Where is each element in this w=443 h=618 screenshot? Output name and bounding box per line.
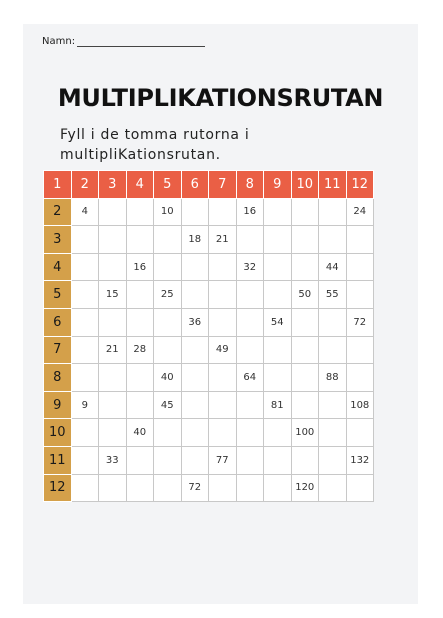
grid-cell[interactable]: [71, 226, 99, 254]
grid-cell[interactable]: [154, 419, 182, 447]
grid-cell[interactable]: 9: [71, 391, 99, 419]
row-header: 3: [44, 226, 72, 254]
multiplication-table: [43, 170, 374, 502]
grid-cell[interactable]: [209, 419, 237, 447]
grid-cell[interactable]: [154, 474, 182, 502]
grid-cell[interactable]: [99, 364, 127, 392]
grid-cell[interactable]: 28: [126, 336, 154, 364]
row-header: 8: [44, 364, 72, 392]
table-row: [44, 474, 374, 502]
grid-cell[interactable]: [346, 253, 374, 281]
grid-cell[interactable]: [346, 474, 374, 502]
header-row: [44, 171, 374, 199]
grid-cell[interactable]: [319, 198, 347, 226]
grid-cell[interactable]: [264, 281, 292, 309]
grid-cell[interactable]: 77: [209, 446, 237, 474]
grid-cell[interactable]: [71, 308, 99, 336]
grid-cell[interactable]: 72: [181, 474, 209, 502]
grid-cell[interactable]: [236, 391, 264, 419]
grid-cell[interactable]: [71, 446, 99, 474]
grid-cell[interactable]: [291, 198, 319, 226]
row-header: 6: [44, 308, 72, 336]
grid-cell[interactable]: [71, 336, 99, 364]
grid-cell[interactable]: 15: [99, 281, 127, 309]
column-header-11: 11: [319, 171, 347, 199]
table-row: [44, 364, 374, 392]
grid-cell[interactable]: 25: [154, 281, 182, 309]
grid-cell[interactable]: [209, 281, 237, 309]
grid-cell[interactable]: [99, 308, 127, 336]
grid-cell[interactable]: 21: [99, 336, 127, 364]
grid-cell[interactable]: 55: [319, 281, 347, 309]
grid-cell[interactable]: 40: [154, 364, 182, 392]
grid-cell[interactable]: [209, 198, 237, 226]
grid-cell[interactable]: 16: [126, 253, 154, 281]
grid-cell[interactable]: 72: [346, 308, 374, 336]
grid-cell[interactable]: [126, 308, 154, 336]
name-label: Namn:: [42, 36, 76, 47]
grid-cell[interactable]: [264, 226, 292, 254]
grid-cell[interactable]: [126, 226, 154, 254]
row-header: 7: [44, 336, 72, 364]
grid-cell[interactable]: [154, 226, 182, 254]
grid-cell[interactable]: 4: [71, 198, 99, 226]
grid-cell[interactable]: 16: [236, 198, 264, 226]
grid-cell[interactable]: [71, 474, 99, 502]
grid-cell[interactable]: 64: [236, 364, 264, 392]
grid-cell[interactable]: [291, 446, 319, 474]
grid-cell[interactable]: 50: [291, 281, 319, 309]
grid-cell[interactable]: 32: [236, 253, 264, 281]
grid-cell[interactable]: [264, 336, 292, 364]
grid-cell[interactable]: [154, 446, 182, 474]
grid-cell[interactable]: 54: [264, 308, 292, 336]
grid-cell[interactable]: [126, 364, 154, 392]
grid-cell[interactable]: [291, 226, 319, 254]
grid-cell[interactable]: [291, 391, 319, 419]
name-blank-line: [77, 36, 205, 47]
grid-cell[interactable]: [264, 364, 292, 392]
row-header: 4: [44, 253, 72, 281]
grid-cell[interactable]: [99, 226, 127, 254]
grid-cell[interactable]: [209, 253, 237, 281]
grid-cell[interactable]: [291, 308, 319, 336]
table-row: [44, 198, 374, 226]
grid-cell[interactable]: [236, 446, 264, 474]
table-row: [44, 419, 374, 447]
grid-cell[interactable]: [209, 474, 237, 502]
table-row: [44, 281, 374, 309]
table-row: [44, 446, 374, 474]
row-header: 11: [44, 446, 72, 474]
grid-cell[interactable]: [181, 364, 209, 392]
table-row: [44, 308, 374, 336]
grid-cell[interactable]: [264, 198, 292, 226]
grid-cell[interactable]: [319, 419, 347, 447]
grid-cell[interactable]: 10: [154, 198, 182, 226]
grid-cell[interactable]: [319, 446, 347, 474]
grid-cell[interactable]: [99, 198, 127, 226]
grid-cell[interactable]: [264, 419, 292, 447]
row-header: 12: [44, 474, 72, 502]
grid-cell[interactable]: [181, 391, 209, 419]
grid-cell[interactable]: 24: [346, 198, 374, 226]
row-header: 10: [44, 419, 72, 447]
grid-cell[interactable]: [236, 419, 264, 447]
grid-cell[interactable]: [181, 446, 209, 474]
grid-cell[interactable]: 18: [181, 226, 209, 254]
grid-cell[interactable]: 36: [181, 308, 209, 336]
grid-cell[interactable]: [236, 308, 264, 336]
column-header-4: 4: [126, 171, 154, 199]
grid-cell[interactable]: [154, 336, 182, 364]
grid-cell[interactable]: [291, 253, 319, 281]
column-header-7: 7: [209, 171, 237, 199]
grid-cell[interactable]: [346, 336, 374, 364]
table-row: [44, 226, 374, 254]
grid-cell[interactable]: [99, 253, 127, 281]
grid-cell[interactable]: [319, 391, 347, 419]
column-header-5: 5: [154, 171, 182, 199]
grid-cell[interactable]: [154, 253, 182, 281]
column-header-2: 2: [71, 171, 99, 199]
grid-cell[interactable]: [126, 446, 154, 474]
name-field: [42, 36, 205, 47]
column-header-8: 8: [236, 171, 264, 199]
row-header: 2: [44, 198, 72, 226]
grid-cell[interactable]: [209, 391, 237, 419]
grid-cell[interactable]: [126, 281, 154, 309]
worksheet-page: [23, 24, 418, 604]
instruction-text: Fyll i de tomma rutorna i multipliKationsrutan.: [60, 127, 250, 163]
column-header-9: 9: [264, 171, 292, 199]
grid-cell[interactable]: 49: [209, 336, 237, 364]
grid-cell[interactable]: [71, 281, 99, 309]
grid-cell[interactable]: [291, 336, 319, 364]
row-header: 5: [44, 281, 72, 309]
grid-cell[interactable]: [209, 364, 237, 392]
grid-cell[interactable]: [291, 364, 319, 392]
grid-cell[interactable]: [126, 391, 154, 419]
grid-cell[interactable]: [71, 364, 99, 392]
table-row: [44, 336, 374, 364]
grid-cell[interactable]: [319, 474, 347, 502]
grid-cell[interactable]: 88: [319, 364, 347, 392]
grid-cell[interactable]: [71, 253, 99, 281]
grid-cell[interactable]: 33: [99, 446, 127, 474]
grid-cell[interactable]: 108: [346, 391, 374, 419]
column-header-10: 10: [291, 171, 319, 199]
grid-cell[interactable]: [319, 226, 347, 254]
grid-cell[interactable]: [154, 308, 182, 336]
grid-cell[interactable]: [319, 308, 347, 336]
column-header-3: 3: [99, 171, 127, 199]
grid-cell[interactable]: [99, 391, 127, 419]
grid-cell[interactable]: 100: [291, 419, 319, 447]
grid-cell[interactable]: [181, 281, 209, 309]
grid-cell[interactable]: 44: [319, 253, 347, 281]
grid-cell[interactable]: 120: [291, 474, 319, 502]
grid-cell[interactable]: [181, 253, 209, 281]
grid-cell[interactable]: [236, 281, 264, 309]
grid-cell[interactable]: [126, 198, 154, 226]
grid-cell[interactable]: [236, 336, 264, 364]
grid-cell[interactable]: [346, 364, 374, 392]
table-row: [44, 253, 374, 281]
grid-cell[interactable]: [181, 336, 209, 364]
grid-cell[interactable]: [346, 419, 374, 447]
grid-cell[interactable]: 21: [209, 226, 237, 254]
grid-cell[interactable]: 132: [346, 446, 374, 474]
row-header: 9: [44, 391, 72, 419]
grid-cell[interactable]: [99, 474, 127, 502]
column-header-1: 1: [44, 171, 72, 199]
grid-cell[interactable]: [181, 198, 209, 226]
grid-cell[interactable]: [209, 308, 237, 336]
grid-cell[interactable]: 40: [126, 419, 154, 447]
grid-cell[interactable]: [264, 253, 292, 281]
grid-cell[interactable]: [236, 226, 264, 254]
grid-cell[interactable]: [181, 419, 209, 447]
grid-cell[interactable]: 81: [264, 391, 292, 419]
grid-cell[interactable]: [236, 474, 264, 502]
grid-cell[interactable]: [99, 419, 127, 447]
grid-cell[interactable]: [264, 446, 292, 474]
grid-cell[interactable]: [346, 226, 374, 254]
grid-cell[interactable]: [319, 336, 347, 364]
column-header-12: 12: [346, 171, 374, 199]
table-row: [44, 391, 374, 419]
grid-cell[interactable]: [264, 474, 292, 502]
grid-cell[interactable]: [346, 281, 374, 309]
grid-cell[interactable]: [126, 474, 154, 502]
page-title: MULTIPLIKATIONSRUTAN: [57, 84, 384, 112]
grid-cell[interactable]: 45: [154, 391, 182, 419]
grid-cell[interactable]: [71, 419, 99, 447]
column-header-6: 6: [181, 171, 209, 199]
